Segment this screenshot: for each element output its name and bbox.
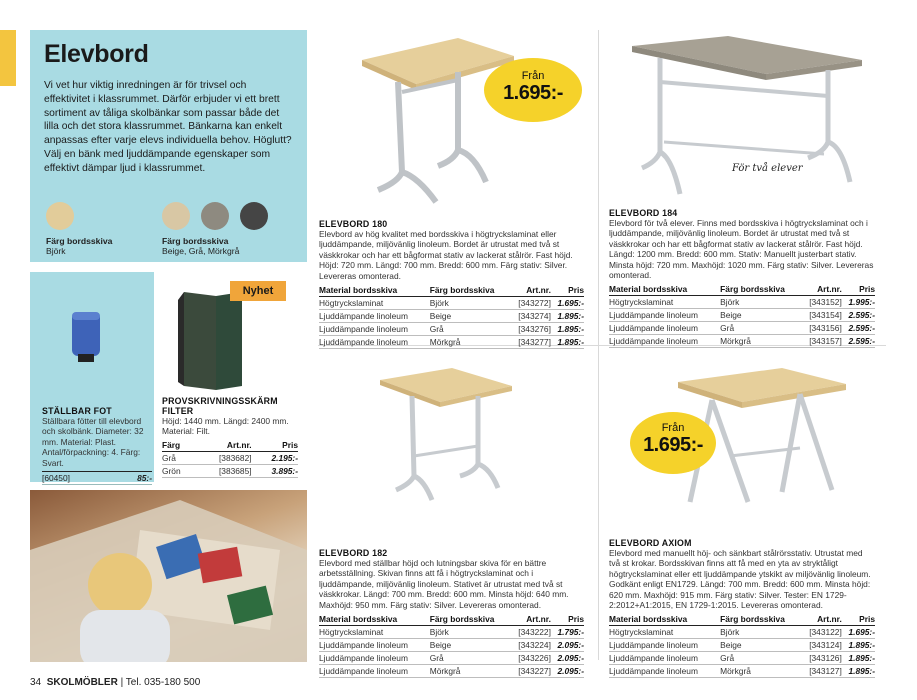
table-row: Ljuddämpande linoleum Mörkgrå [343127] 1.895:- xyxy=(609,666,875,677)
stallbar-block xyxy=(42,406,152,485)
table-row: Högtryckslaminat Björk [343222] 1.795:- xyxy=(319,627,584,638)
product-title: ELEVBORD 180 xyxy=(319,219,388,229)
table-row: Ljuddämpande linoleum Beige [343154] 2.595:- xyxy=(609,310,875,321)
swatch-gra xyxy=(201,202,229,230)
provskarm-block xyxy=(162,396,298,478)
provskarm-image xyxy=(176,290,250,394)
product-desc: Elevbord med ställbar höjd och lutningsbar skiva för en bättre arbetsställning. Skivan finns att få i högtryckslaminat och i ljuddämpande, miljövänlig linoleum. Stativet är utrustat med två st väskkrokar. Längd: 700 mm. Bredd: 600 mm. Minsta höjd: 640 mm. Maxhöjd: 950 mm. Färg stativ: Silver. Levereras omonterad. xyxy=(319,558,569,610)
intro-box xyxy=(30,30,307,262)
elevbord-184-image xyxy=(628,32,868,200)
price-badge-axiom: Från 1.695:- xyxy=(630,412,716,474)
table-row: Ljuddämpande linoleum Grå [343126] 1.895:- xyxy=(609,653,875,664)
table-row: Högtryckslaminat Björk [343272] 1.695:- xyxy=(319,298,584,309)
swatch-label-1: Färg bordsskiva Björk xyxy=(46,236,113,256)
col-farg: Färg xyxy=(162,439,195,452)
stallbar-fot-image xyxy=(66,308,106,368)
swatch-bjork xyxy=(46,202,74,230)
page-footer xyxy=(30,677,200,688)
elevbord-182-image xyxy=(378,366,518,506)
stallbar-row xyxy=(42,471,152,485)
product-elevbord-182 xyxy=(319,548,584,678)
product-desc: Elevbord för två elever. Finns med bordsskiva i högtryckslaminat och i ljuddämpande, miljövänlig linoleum. Bordet är utrustat med två st väskkrokar och har ett bågformat stativ av lackerat stålrör. Fast höjd. Längd: 1200 mm. Bredd: 600 mm. Stativ: Manuellt justerbart stativ. Minsta höjd: 720 mm. Maxhöjd: 1020 mm. Färg stativ: Silver. Levereras omonterad. xyxy=(609,218,874,281)
table-row: Ljuddämpande linoleum Grå [343156] 2.595:- xyxy=(609,323,875,334)
table-row: Grön [383685] 3.895:- xyxy=(162,465,298,476)
table-row: Ljuddämpande linoleum Beige [343124] 1.895:- xyxy=(609,640,875,651)
stallbar-title: STÄLLBAR FOT xyxy=(42,406,112,416)
table-row: Ljuddämpande linoleum Beige [343274] 1.895:- xyxy=(319,311,584,322)
price-badge-180: Från 1.695:- xyxy=(484,58,582,122)
nyhet-badge: Nyhet xyxy=(230,281,286,301)
provskarm-table xyxy=(162,439,298,478)
product-elevbord-180 xyxy=(319,219,584,349)
stallbar-artnr: [60450] xyxy=(42,473,70,484)
elevbord-180-image xyxy=(358,32,518,207)
table-row: Högtryckslaminat Björk [343152] 1.995:- xyxy=(609,297,875,308)
table-row: Ljuddämpande linoleum Mörkgrå [343227] 2.095:- xyxy=(319,666,584,677)
footer-section: SKOLMÖBLER xyxy=(46,677,118,688)
two-students-note: För två elever xyxy=(732,163,803,174)
swatch-morkgra xyxy=(240,202,268,230)
intro-text: Vi vet hur viktig inredningen är för trivsel och effektivitet i klassrummet. Därför erbjuder vi ett brett sortiment av tåliga skolbänkar som passar både det lilla och det stora klassrummet. Bänkarna kan enkelt anpassas efter varje elevs individuella behov. Höglutt? Välj en bänk med ljuddämpande egenskaper som effektivt dämpar ljud i klassrummet. xyxy=(44,80,292,174)
table-row: Ljuddämpande linoleum Grå [343226] 2.095:- xyxy=(319,653,584,664)
table-row: Ljuddämpande linoleum Beige [343224] 2.095:- xyxy=(319,640,584,651)
swatch-beige xyxy=(162,202,190,230)
section-tab xyxy=(0,30,16,86)
footer-separator: | xyxy=(120,677,124,688)
page-title: Elevbord xyxy=(44,40,149,68)
product-elevbord-184 xyxy=(609,208,875,348)
table-row: Grå [383682] 2.195:- xyxy=(162,452,298,463)
swatch-label-2: Färg bordsskiva Beige, Grå, Mörkgrå xyxy=(162,236,240,256)
table-row: Ljuddämpande linoleum Mörkgrå [343157] 2.595:- xyxy=(609,336,875,347)
product-title: ELEVBORD 182 xyxy=(319,548,388,558)
provskarm-title: PROVSKRIVNINGSSKÄRM FILTER xyxy=(162,396,278,416)
col-artnr: Art.nr. xyxy=(195,439,252,452)
price-table: Material bordsskiva Färg bordsskiva Art.nr. Pris Högtryckslaminat Björk [343152] 1.995:- Ljuddämpande linoleum Beige [343154] 2.595:- Ljuddämpande linoleum Grå [343156] 2.595:- Ljuddämpande linoleum Mörkgrå [343157] 2.595:- xyxy=(609,284,875,347)
table-row: Ljuddämpande linoleum Mörkgrå [343277] 1.895:- xyxy=(319,337,584,348)
product-desc: Elevbord med manuellt höj- och sänkbart stålrörsstativ. Utrustat med två st krokar. Bordsskivan finns att få med en yta av stryktåligt högtryckslaminat eller ett ljuddämpande ytskikt av miljövänlig linoleum. Godkänt enligt EN1729. Längd: 700 mm. Bredd: 600 mm. Minsta höjd: 620 mm. Maxhöjd: 915 mm. Färg stativ: Silver. Tester: EN 1729-2:2012+A1:2015, EN 1729-1:2015. Levereras omonterad. xyxy=(609,548,871,611)
product-desc: Elevbord av hög kvalitet med bordsskiva i högtryckslaminat eller ljuddämpande, miljövänlig linoleum. Bordet är utrustat med två st väskkrokar och har ett bågformat stativ av lackerat stålrör. Fast höjd. Höjd: 720 mm. Längd: 700 mm. Bredd: 600 mm. Färg stativ: Silver. Levereras omonterad. xyxy=(319,229,573,281)
table-row: Ljuddämpande linoleum Grå [343276] 1.895:- xyxy=(319,324,584,335)
stallbar-text: Ställbara fötter till elevbord och skolbänk. Diameter: 32 mm. Material: Plast. Antal/förpackning: 4. Färg: Svart. xyxy=(42,416,144,468)
stallbar-price: 85:- xyxy=(137,473,152,484)
col-pris: Pris xyxy=(252,439,298,452)
footer-phone: Tel. 035-180 500 xyxy=(125,677,201,688)
product-title: ELEVBORD 184 xyxy=(609,208,678,218)
classroom-photo xyxy=(30,490,307,662)
product-elevbord-axiom xyxy=(609,538,875,678)
page-number: 34 xyxy=(30,677,42,688)
price-table: Material bordsskiva Färg bordsskiva Art.nr. Pris Högtryckslaminat Björk [343122] 1.695:- Ljuddämpande linoleum Beige [343124] 1.895:- Ljuddämpande linoleum Grå [343126] 1.895:- Ljuddämpande linoleum Mörkgrå [343127] 1.895:- xyxy=(609,614,875,677)
price-table: Material bordsskiva Färg bordsskiva Art.nr. Pris Högtryckslaminat Björk [343272] 1.695:- Ljuddämpande linoleum Beige [343274] 1.895:- Ljuddämpande linoleum Grå [343276] 1.895:- Ljuddämpande linoleum Mörkgrå [343277] 1.895:- xyxy=(319,285,584,348)
price-table: Material bordsskiva Färg bordsskiva Art.nr. Pris Högtryckslaminat Björk [343222] 1.795:- Ljuddämpande linoleum Beige [343224] 2.095:- Ljuddämpande linoleum Grå [343226] 2.095:- Ljuddämpande linoleum Mörkgrå [343227] 2.095:- xyxy=(319,614,584,677)
product-title: ELEVBORD AXIOM xyxy=(609,538,692,548)
provskarm-text: Höjd: 1440 mm. Längd: 2400 mm. Material: Filt. xyxy=(162,416,289,437)
table-row: Högtryckslaminat Björk [343122] 1.695:- xyxy=(609,627,875,638)
